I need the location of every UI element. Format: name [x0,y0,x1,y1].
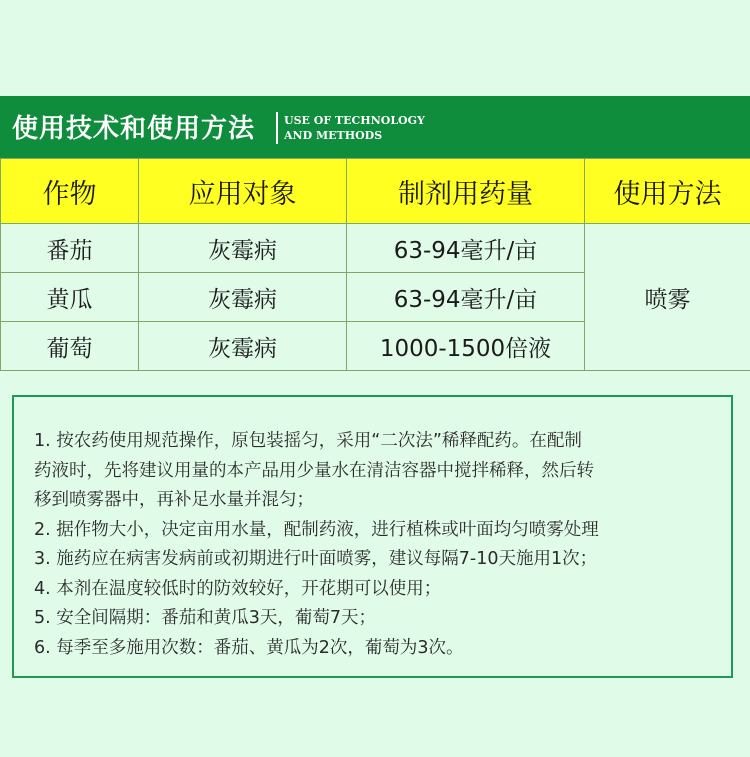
dosage-cell: 1000-1500倍液 [347,322,585,371]
note-line: 移到喷雾器中，再补足水量并混匀； [34,490,314,510]
note-line: 3. 施药应在病害发病前或初期进行叶面喷雾，建议每隔7-10天施用1次； [34,549,598,569]
method-cell: 喷雾 [585,224,750,371]
target-cell: 灰霉病 [139,224,347,273]
dosage-cell: 63-94毫升/亩 [347,273,585,322]
crop-cell: 葡萄 [1,322,139,371]
header-crop: 作物 [1,159,139,224]
note-line: 1. 按农药使用规范操作，原包装摇匀，采用“二次法”稀释配药。在配制 [34,431,582,451]
target-cell: 灰霉病 [139,322,347,371]
usage-table [0,158,750,371]
section-title: 使用技术和使用方法 [12,114,256,144]
header-method: 使用方法 [585,159,750,224]
table-row [1,224,750,273]
notes-list [34,427,734,663]
header-dosage: 制剂用药量 [347,159,585,224]
section-subtitle [284,113,425,143]
subtitle-line-2: AND METHODS [284,129,383,142]
note-line: 6. 每季至多施用次数：番茄、黄瓜为2次，葡萄为3次。 [34,637,464,658]
note-line: 5. 安全间隔期：番茄和黄瓜3天，葡萄7天； [34,608,377,628]
note-line: 4. 本剂在温度较低时的防效较好，开花期可以使用； [34,578,442,599]
note-line: 2. 据作物大小，决定亩用水量，配制药液，进行植株或叶面均匀喷雾处理 [34,519,599,540]
crop-cell: 黄瓜 [1,273,139,322]
usage-notes-box [12,395,733,678]
note-line: 药液时，先将建议用量的本产品用少量水在清洁容器中搅拌稀释，然后转 [34,460,594,481]
title-divider [276,112,278,144]
crop-cell: 番茄 [1,224,139,273]
target-cell: 灰霉病 [139,273,347,322]
subtitle-line-1: USE OF TECHNOLOGY [284,114,425,127]
header-target: 应用对象 [139,159,347,224]
dosage-cell: 63-94毫升/亩 [347,224,585,273]
table-header-row [1,159,750,224]
